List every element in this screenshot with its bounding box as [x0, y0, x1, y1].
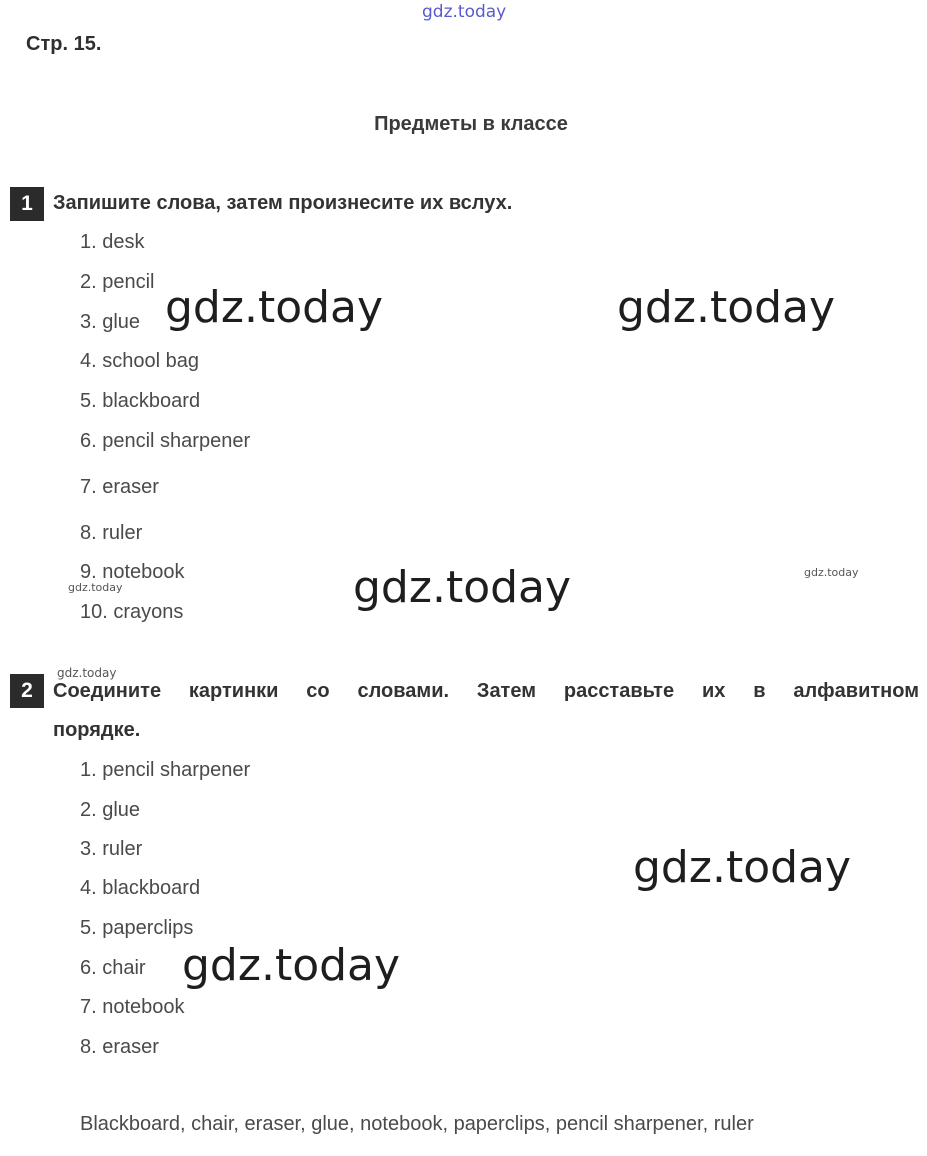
- watermark-small: gdz.today: [804, 566, 859, 579]
- task-2-list-item: 1. pencil sharpener: [80, 759, 251, 781]
- task-2-number-badge: 2: [10, 674, 44, 708]
- task-2-list-item: 8. eraser: [80, 1036, 159, 1058]
- task-2-list-item: 7. notebook: [80, 996, 185, 1018]
- task-2-list-item: 4. blackboard: [80, 877, 201, 899]
- task-1-list-item: 9. notebook: [80, 561, 185, 583]
- watermark-large: gdz.today: [165, 282, 384, 333]
- task-2-list-item: 6. chair: [80, 957, 146, 979]
- watermark-top: gdz.today: [422, 2, 507, 22]
- task-2-list-item: 3. ruler: [80, 838, 143, 860]
- page-title: Предметы в классе: [374, 113, 568, 135]
- page-label: Стр. 15.: [26, 33, 102, 55]
- task-2-answer: Blackboard, chair, eraser, glue, notebook, paperclips, pencil sharpener, ruler: [80, 1113, 754, 1135]
- task-1-list-item: 5. blackboard: [80, 390, 201, 412]
- watermark-small: gdz.today: [57, 666, 117, 680]
- task-1-list-item: 2. pencil: [80, 271, 155, 293]
- task-2-list-item: 2. glue: [80, 799, 141, 821]
- task-1-instruction: Запишите слова, затем произнесите их вслух.: [53, 192, 513, 214]
- task-1-number-badge: 1: [10, 187, 44, 221]
- task-1-list-item: 7. eraser: [80, 476, 159, 498]
- task-1-list-item: 10. crayons: [80, 601, 184, 623]
- watermark-large: gdz.today: [353, 562, 572, 613]
- task-2-instruction-line-2: порядке.: [53, 719, 141, 741]
- task-1-list-item: 4. school bag: [80, 350, 199, 372]
- watermark-large: gdz.today: [633, 842, 852, 893]
- watermark-large: gdz.today: [182, 940, 401, 991]
- task-2-instruction-line-1: Соедините картинки со словами. Затем расставьте их в алфавитном: [53, 680, 919, 702]
- task-2-list-item: 5. paperclips: [80, 917, 194, 939]
- task-1-list-item: 8. ruler: [80, 522, 143, 544]
- task-1-list-item: 3. glue: [80, 311, 141, 333]
- watermark-small: gdz.today: [68, 581, 123, 594]
- task-1-list-item: 6. pencil sharpener: [80, 430, 251, 452]
- watermark-large: gdz.today: [617, 282, 836, 333]
- task-1-list-item: 1. desk: [80, 231, 145, 253]
